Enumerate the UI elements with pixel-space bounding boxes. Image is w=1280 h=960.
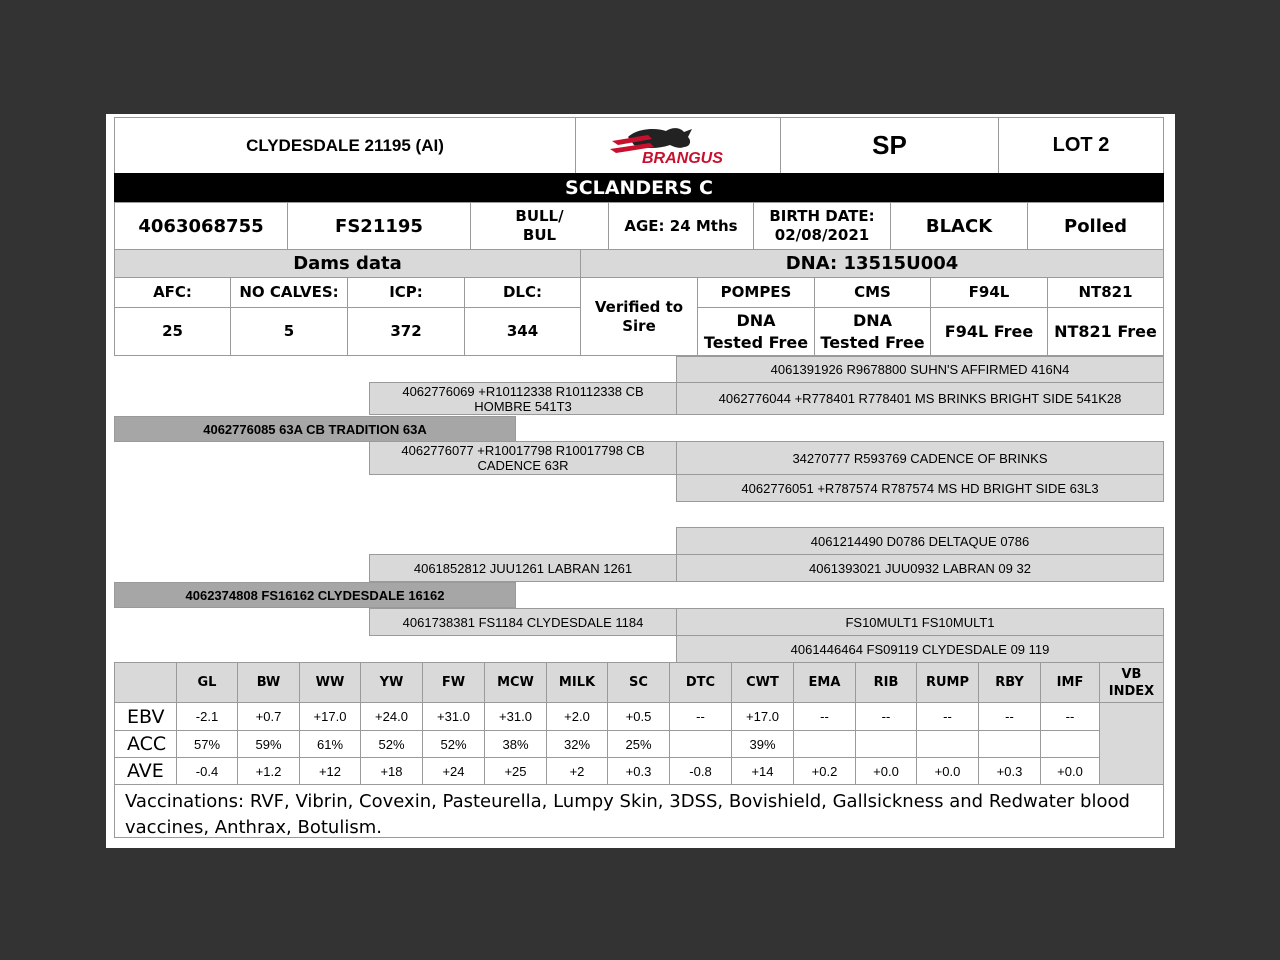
ebv-header-gl: GL [176,662,238,703]
ebv-ebv-dtc: -- [669,702,732,731]
grade: SP [780,117,999,174]
cms-result-line-1: DNA [852,310,893,330]
ebv-header-imf: IMF [1040,662,1100,703]
icp-value: 372 [347,307,465,356]
pedigree-ddd: 4061446464 FS09119 CLYDESDALE 09 119 [676,635,1164,663]
pedigree-dam-dam: 4061738381 FS1184 CLYDESDALE 1184 [369,608,677,636]
ebv-ebv-rib: -- [855,702,917,731]
ebv-header-mcw: MCW [484,662,547,703]
ebv-header-milk: MILK [546,662,608,703]
dlc-label: DLC: [464,277,581,308]
verified-line-1: Verified to [594,297,684,316]
ebv-acc-sc: 25% [607,730,670,758]
dams-title: Dams data [114,249,581,278]
pedigree-dds: FS10MULT1 FS10MULT1 [676,608,1164,636]
ebv-header-ema: EMA [793,662,856,703]
birth-date-value: 02/08/2021 [774,226,870,244]
dna-title: DNA: 13515U004 [580,249,1164,278]
pedigree-dam-sire: 4061852812 JUU1261 LABRAN 1261 [369,554,677,582]
lot-number: LOT 2 [998,117,1164,174]
pompes-label: POMPES [697,277,815,308]
ebv-acc-milk: 32% [546,730,608,758]
pedigree-dam: 4062374808 FS16162 CLYDESDALE 16162 [114,582,516,608]
tag-number: FS21195 [287,202,471,250]
ebv-ebv-ema: -- [793,702,856,731]
pedigree-sire: 4062776085 63A CB TRADITION 63A [114,416,516,442]
birth-date-label: BIRTH DATE: [769,207,875,225]
ebv-acc-yw: 52% [360,730,423,758]
verified-line-2: Sire [622,316,656,335]
ebv-ebv-rump: -- [916,702,979,731]
pedigree-sss: 4061391926 R9678800 SUHN'S AFFIRMED 416N4 [676,356,1164,383]
ebv-ave-ww: +12 [299,757,361,785]
ebv-header-rby: RBY [978,662,1041,703]
ebv-ave-bw: +1.2 [237,757,300,785]
ebv-acc-imf [1040,730,1100,758]
sex-line-2: BUL [522,226,557,244]
breeder-name: SCLANDERS C [114,173,1164,203]
cms-result [814,307,931,356]
ebv-ebv-sc: +0.5 [607,702,670,731]
ebv-ave-sc: +0.3 [607,757,670,785]
ebv-acc-mcw: 38% [484,730,547,758]
ebv-header-blank [114,662,177,703]
cms-label: CMS [814,277,931,308]
cms-result-line-2: Tested Free [820,332,925,352]
ebv-ebv-bw: +0.7 [237,702,300,731]
ebv-ave-dtc: -0.8 [669,757,732,785]
ebv-acc-bw: 59% [237,730,300,758]
logo-text: BRANGUS [642,149,723,167]
ebv-acc-ema [793,730,856,758]
ebv-acc-rib [855,730,917,758]
ebv-ave-imf: +0.0 [1040,757,1100,785]
ebv-ave-milk: +2 [546,757,608,785]
ebv-ebv-cwt: +17.0 [731,702,794,731]
animal-name: CLYDESDALE 21195 (AI) [114,117,576,174]
pedigree-sire-sire: 4062776069 +R10112338 R10112338 CB HOMBRE 541T3 [369,382,677,415]
ebv-ave-yw: +18 [360,757,423,785]
ebv-header-rib: RIB [855,662,917,703]
pompes-result-line-2: Tested Free [703,332,809,352]
ebv-ebv-imf: -- [1040,702,1100,731]
ebv-header-rump: RUMP [916,662,979,703]
pedigree-sds: 34270777 R593769 CADENCE OF BRINKS [676,441,1164,475]
colour: BLACK [890,202,1028,250]
ebv-acc-rby [978,730,1041,758]
verified-to-sire [580,277,698,356]
bull-logo-icon [608,123,748,169]
icp-label: ICP: [347,277,465,308]
vaccinations: Vaccinations: RVF, Vibrin, Covexin, Pasteurella, Lumpy Skin, 3DSS, Bovishield, Gallsickness and Redwater blood vaccines, Anthrax, Botulism. [114,784,1164,838]
ebv-ebv-rby: -- [978,702,1041,731]
ebv-ave-fw: +24 [422,757,485,785]
pedigree-sire-dam: 4062776077 +R10017798 R10017798 CB CADENCE 63R [369,441,677,475]
afc-value: 25 [114,307,231,356]
ebv-header-bw: BW [237,662,300,703]
no-calves-label: NO CALVES: [230,277,348,308]
ebv-header-cwt: CWT [731,662,794,703]
ebv-ave-rump: +0.0 [916,757,979,785]
ebv-ave-mcw: +25 [484,757,547,785]
ebv-ebv-ww: +17.0 [299,702,361,731]
ebv-acc-ww: 61% [299,730,361,758]
ebv-header-dtc: DTC [669,662,732,703]
horn-status: Polled [1027,202,1164,250]
ebv-row-label-acc: ACC [114,730,177,758]
ebv-ebv-fw: +31.0 [422,702,485,731]
ebv-acc-dtc [669,730,732,758]
id-number: 4063068755 [114,202,288,250]
f94l-result: F94L Free [930,307,1048,356]
ebv-ave-cwt: +14 [731,757,794,785]
ebv-header-vb-index [1099,662,1164,703]
sex-line-1: BULL/ [515,207,564,225]
ebv-ave-gl: -0.4 [176,757,238,785]
ebv-header-ww: WW [299,662,361,703]
vb-index-line-1: VB [1121,666,1142,682]
ebv-ebv-gl: -2.1 [176,702,238,731]
no-calves-value: 5 [230,307,348,356]
brangus-logo [575,117,781,174]
ebv-row-label-ebv: EBV [114,702,177,731]
ebv-ebv-yw: +24.0 [360,702,423,731]
lot-card [106,114,1175,848]
ebv-header-fw: FW [422,662,485,703]
afc-label: AFC: [114,277,231,308]
nt821-result: NT821 Free [1047,307,1164,356]
pompes-result [697,307,815,356]
pompes-result-line-1: DNA [736,310,776,330]
ebv-ave-rby: +0.3 [978,757,1041,785]
ebv-acc-fw: 52% [422,730,485,758]
birth-date [753,202,891,250]
pedigree-dss: 4061214490 D0786 DELTAQUE 0786 [676,527,1164,555]
age: AGE: 24 Mths [608,202,754,250]
ebv-acc-cwt: 39% [731,730,794,758]
ebv-acc-gl: 57% [176,730,238,758]
dlc-value: 344 [464,307,581,356]
ebv-ave-ema: +0.2 [793,757,856,785]
ebv-ave-rib: +0.0 [855,757,917,785]
pedigree-ssd: 4062776044 +R778401 R778401 MS BRINKS BRIGHT SIDE 541K28 [676,382,1164,415]
ebv-header-yw: YW [360,662,423,703]
pedigree-sdd: 4062776051 +R787574 R787574 MS HD BRIGHT SIDE 63L3 [676,474,1164,502]
ebv-ebv-milk: +2.0 [546,702,608,731]
sex [470,202,609,250]
f94l-label: F94L [930,277,1048,308]
ebv-acc-rump [916,730,979,758]
ebv-ebv-mcw: +31.0 [484,702,547,731]
ebv-row-label-ave: AVE [114,757,177,785]
ebv-header-sc: SC [607,662,670,703]
vb-index-line-2: INDEX [1108,683,1155,699]
pedigree-dsd: 4061393021 JUU0932 LABRAN 09 32 [676,554,1164,582]
vb-index-value [1099,702,1164,785]
nt821-label: NT821 [1047,277,1164,308]
